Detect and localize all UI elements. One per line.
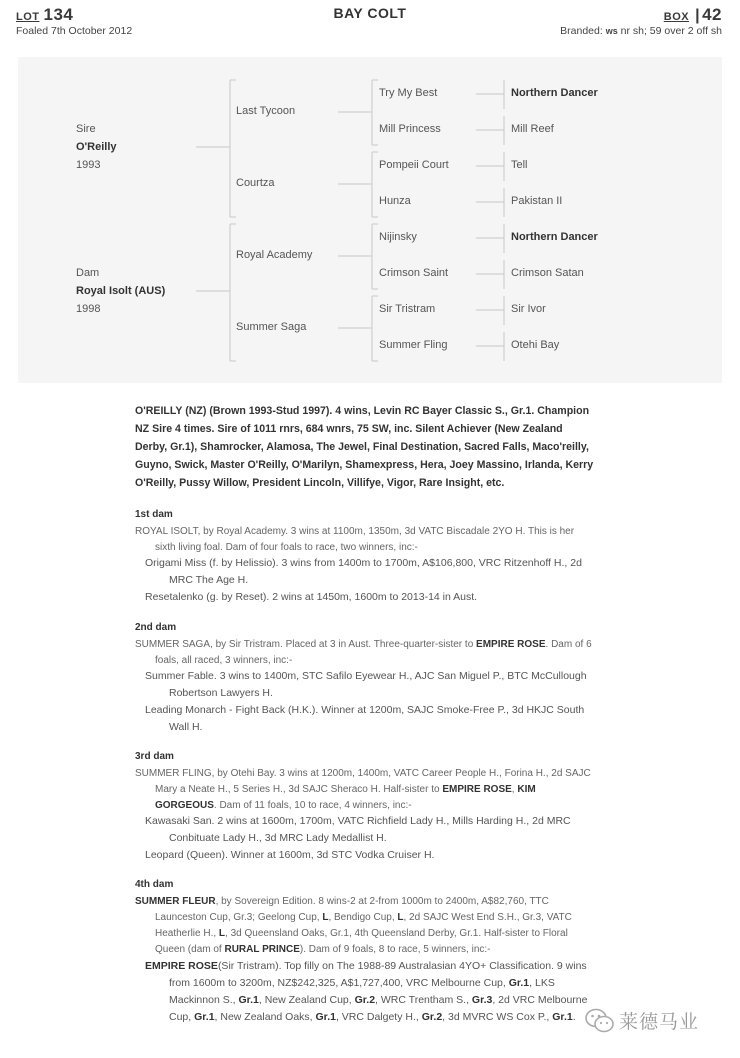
text-run: (Sir Tristram). Top filly on The 1988-89 Australasian 4YO+ Classification. 9 wins from 1600m to 3200m, NZ$242,325, A$1,727,400, VRC Melbourne Cup,: [169, 960, 587, 989]
text-run-bold: RURAL PRINCE: [224, 944, 300, 955]
text-run: , 2d VRC Melbourne Cup,: [169, 994, 588, 1023]
text-run: , WRC Trentham S.,: [375, 994, 472, 1006]
text-run-bold: Gr.1: [552, 1011, 573, 1023]
progeny-entry: Origami Miss (f. by Helissio). 3 wins from 1400m to 1700m, A$106,800, VRC Ritzenhoff H., 2d MRC The Age H.: [145, 557, 582, 586]
wechat-icon: [585, 1008, 615, 1034]
third-dam-text-bold1: EMPIRE ROSE: [442, 784, 512, 795]
third-dam-text-bold2: KIM GORGEOUS: [155, 784, 536, 811]
progeny-entry: [145, 958, 597, 1026]
third-dam-heading: 3rd dam: [135, 751, 174, 762]
text-run-bold: Gr.1: [315, 1011, 336, 1023]
gen2-sire-dam: Courtza: [236, 177, 275, 189]
progeny-entry: Resetalenko (g. by Reset). 2 wins at 1450m, 1600m to 2013-14 in Aust.: [145, 591, 478, 603]
text-run-bold: L: [218, 928, 226, 939]
gen3-item: Try My Best: [379, 87, 438, 99]
text-run: , Bendigo Cup,: [328, 912, 398, 923]
brand-label: Branded:: [560, 25, 603, 37]
gen4-item: Mill Reef: [511, 123, 554, 135]
third-dam-text: [135, 766, 597, 814]
text-run: , LKS Mackinnon S.,: [169, 977, 555, 1006]
second-dam-text-bold: EMPIRE ROSE: [476, 639, 546, 650]
text-run: , by Sovereign Edition. 8 wins-2 at 2-from 1000m to 2400m, A$82,760, TTC Launceston Cup, Gr.3; Geelong Cup,: [155, 896, 549, 923]
gen4-item: Pakistan II: [511, 195, 563, 207]
text-run-bold: L: [322, 912, 329, 923]
third-dam-text-sep: ,: [511, 784, 518, 795]
gen2-dam-sire: Royal Academy: [236, 249, 313, 261]
progeny-entry: Leopard (Queen). Winner at 1600m, 3d STC Vodka Cruiser H.: [145, 849, 435, 861]
lot-value: 134: [43, 5, 74, 24]
gen4-item: Northern Dancer: [511, 87, 598, 99]
text-run-bold: Gr.1: [194, 1011, 215, 1023]
sire-summary: O'REILLY (NZ) (Brown 1993-Stud 1997). 4 wins, Levin RC Bayer Classic S., Gr.1. Champion NZ Sire 4 times. Sire of 1011 rnrs, 684 wnrs, 75 SW, inc. Silent Achiever (New Zealand Derby, Gr.1), Shamrocker, Alamosa, The Jewel, Final Destination, Sacred Falls, Maco'reilly, Guyno, Swick, Master O'Reilly, O'Marilyn, Shamexpress, Hera, Joey Massino, Irlanda, Kerry O'Reilly, Pussy Willow, President Lincoln, Villifye, Vigor, Rare Insight, etc.: [135, 405, 594, 489]
fourth-dam-text: [135, 894, 597, 958]
gen3-item: Crimson Saint: [379, 267, 449, 279]
third-dam-text-b: . Dam of 11 foals, 10 to race, 4 winners, inc:-: [213, 800, 412, 811]
text-run: , 3d MVRC WS Cox P.,: [442, 1011, 553, 1023]
text-run: ). Dam of 9 foals, 8 to race, 5 winners, inc:-: [299, 944, 491, 955]
gen3-item: Summer Fling: [379, 339, 448, 351]
sire-label: Sire: [76, 123, 96, 135]
gen4-item: Northern Dancer: [511, 231, 598, 243]
text-run: , VRC Dalgety H.,: [335, 1011, 422, 1023]
text-run: , New Zealand Cup,: [258, 994, 355, 1006]
foaled-date: Foaled 7th October 2012: [16, 25, 133, 37]
text-run: , 2d SAJC West End S.H., Gr.3, VATC Heatherlie H.,: [155, 912, 572, 939]
box-number: BOX | 42: [663, 5, 722, 24]
sire-name: O'Reilly: [76, 141, 117, 153]
page-title: BAY COLT: [333, 5, 407, 21]
dam-name: Royal Isolt (AUS): [76, 285, 166, 297]
brand-rest: nr sh; 59 over 2 off sh: [620, 25, 722, 37]
gen2-sire-sire: Last Tycoon: [236, 105, 296, 117]
dam-year: 1998: [76, 303, 101, 315]
text-run: .: [572, 1011, 576, 1023]
text-run-bold: Gr.1: [238, 994, 259, 1006]
fourth-dam-name: SUMMER FLEUR: [135, 896, 216, 907]
box-label: BOX: [663, 11, 690, 23]
gen4-item: Tell: [511, 159, 528, 171]
gen3-item: Pompeii Court: [379, 159, 449, 171]
watermark: [585, 1007, 699, 1034]
second-dam-text-a: SUMMER SAGA, by Sir Tristram. Placed at 3 in Aust. Three-quarter-sister to: [135, 639, 477, 650]
gen3-item: Nijinsky: [379, 231, 417, 243]
pedigree-table: [18, 57, 722, 383]
text-run-bold: Gr.3: [471, 994, 493, 1006]
gen3-item: Hunza: [379, 195, 411, 207]
second-dam-heading: 2nd dam: [135, 622, 177, 633]
brand-ws: ws: [605, 26, 618, 36]
sire-year: 1993: [76, 159, 101, 171]
gen4-item: Sir Ivor: [511, 303, 546, 315]
progeny-entry: Kawasaki San. 2 wins at 1600m, 1700m, VATC Richfield Lady H., Mills Harding H., 2d MRC Conbituate Lady H., 3d MRC Lady Medallist H.: [145, 815, 571, 844]
fourth-dam-heading: 4th dam: [135, 879, 174, 890]
pedigree-lines: [18, 57, 722, 383]
first-dam-heading: 1st dam: [135, 509, 173, 520]
first-dam-text: ROYAL ISOLT, by Royal Academy. 3 wins at 1100m, 1350m, 3d VATC Biscadale 2YO H. This is her sixth living foal. Dam of four foals to race, two winners, inc:-: [135, 526, 575, 553]
progeny-name: EMPIRE ROSE: [145, 960, 218, 972]
second-dam-text-b: . Dam of 6 foals, all raced, 3 winners, inc:-: [155, 639, 592, 666]
text-run: , New Zealand Oaks,: [214, 1011, 316, 1023]
text-run-bold: L: [397, 912, 404, 923]
gen3-item: Mill Princess: [379, 123, 441, 135]
text-run-bold: Gr.2: [354, 994, 376, 1006]
text-run: , 3d Queensland Oaks, Gr.1, 4th Queensland Derby, Gr.1. Half-sister to Floral Queen (dam of: [155, 928, 568, 955]
watermark-text: 莱德马业: [619, 1011, 700, 1033]
second-dam-text: [135, 637, 597, 669]
brand-info: [560, 25, 722, 37]
gen4-item: Otehi Bay: [511, 339, 560, 351]
text-run-bold: Gr.1: [508, 977, 530, 989]
gen4-item: Crimson Satan: [511, 267, 584, 279]
gen2-dam-dam: Summer Saga: [236, 321, 307, 333]
progeny-entry: Leading Monarch - Fight Back (H.K.). Winner at 1200m, SAJC Smoke-Free P., 3d HKJC South Wall H.: [145, 704, 585, 733]
gen3-item: Sir Tristram: [379, 303, 436, 315]
progeny-entry: Summer Fable. 3 wins to 1400m, STC Safilo Eyewear H., AJC San Miguel P., BTC McCullough Robertson Lawyers H.: [145, 670, 587, 699]
box-value: 42: [702, 5, 722, 24]
third-dam-text-a: SUMMER FLING, by Otehi Bay. 3 wins at 1200m, 1400m, VATC Career People H., Forina H., 2d SAJC Mary a Neate H., 5 Series H., 3d SAJC Sheraco H. Half-sister to: [135, 768, 591, 795]
dam-label: Dam: [76, 267, 100, 279]
text-run-bold: Gr.2: [421, 1011, 443, 1023]
lot-label: LOT: [16, 11, 40, 23]
